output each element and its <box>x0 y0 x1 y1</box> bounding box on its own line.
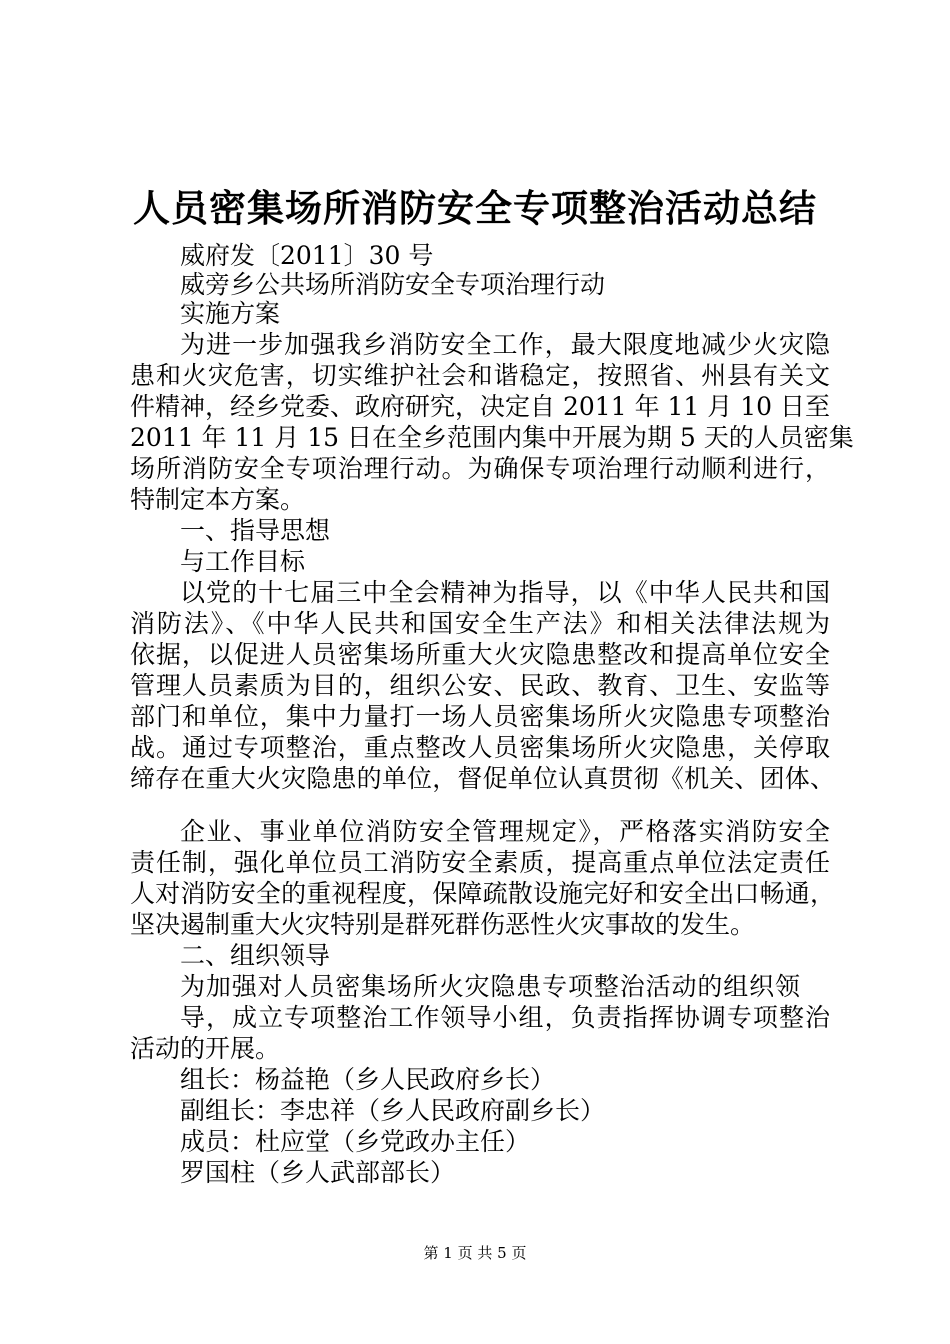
doc-number-line: 威府发〔2011〕30 号 <box>180 241 434 270</box>
document-title: 人员密集场所消防安全专项整治活动总结 <box>133 187 817 230</box>
body-line: 特制定本方案。 <box>130 485 306 514</box>
body-line: 2011 年 11 月 15 日在全乡范围内集中开展为期 5 天的人员密集 <box>130 423 854 452</box>
plan-title-line: 威旁乡公共场所消防安全专项治理行动 <box>180 270 606 299</box>
page-footer: 第 1 页 共 5 页 <box>423 1244 527 1262</box>
section-heading-1-cont: 与工作目标 <box>180 547 306 576</box>
body-line: 缔存在重大火灾隐患的单位，督促单位认真贯彻《机关、团体、 <box>130 764 835 793</box>
body-line: 责任制，强化单位员工消防安全素质，提高重点单位法定责任 <box>130 848 830 877</box>
section-heading-2: 二、组织领导 <box>180 941 331 970</box>
body-line: 管理人员素质为目的，组织公安、民政、教育、卫生、安监等 <box>130 671 830 700</box>
plan-subtitle-line: 实施方案 <box>180 299 281 328</box>
body-line: 企业、事业单位消防安全管理规定》，严格落实消防安全 <box>180 817 830 846</box>
body-line: 活动的开展。 <box>130 1034 281 1063</box>
body-line: 战。通过专项整治，重点整改人员密集场所火灾隐患，关停取 <box>130 733 830 762</box>
body-line: 消防法》、《中华人民共和国安全生产法》和相关法律法规为 <box>130 609 830 638</box>
body-line: 人对消防安全的重视程度，保障疏散设施完好和安全出口畅通， <box>130 879 835 908</box>
member-line: 罗国柱（乡人武部部长） <box>180 1158 456 1187</box>
member-line: 成员：杜应堂（乡党政办主任） <box>180 1127 531 1156</box>
body-line: 以党的十七届三中全会精神为指导，以《中华人民共和国 <box>180 578 830 607</box>
body-line: 场所消防安全专项治理行动。为确保专项治理行动顺利进行， <box>130 454 830 483</box>
body-line: 导，成立专项整治工作领导小组，负责指挥协调专项整治 <box>180 1003 830 1032</box>
body-line: 部门和单位，集中力量打一场人员密集场所火灾隐患专项整治 <box>130 702 830 731</box>
body-line: 患和火灾危害，切实维护社会和谐稳定，按照省、州县有关文 <box>130 361 830 390</box>
body-line: 依据，以促进人员密集场所重大火灾隐患整改和提高单位安全 <box>130 640 830 669</box>
member-line: 副组长：李忠祥（乡人民政府副乡长） <box>180 1096 606 1125</box>
body-line: 件精神，经乡党委、政府研究，决定自 2011 年 11 月 10 日至 <box>130 392 830 421</box>
member-line: 组长：杨益艳（乡人民政府乡长） <box>180 1065 556 1094</box>
body-line: 坚决遏制重大火灾特别是群死群伤恶性火灾事故的发生。 <box>130 910 756 939</box>
body-line: 为进一步加强我乡消防安全工作，最大限度地减少火灾隐 <box>180 330 830 359</box>
section-heading-1: 一、指导思想 <box>180 516 331 545</box>
body-line: 为加强对人员密集场所火灾隐患专项整治活动的组织领 <box>180 972 800 1001</box>
